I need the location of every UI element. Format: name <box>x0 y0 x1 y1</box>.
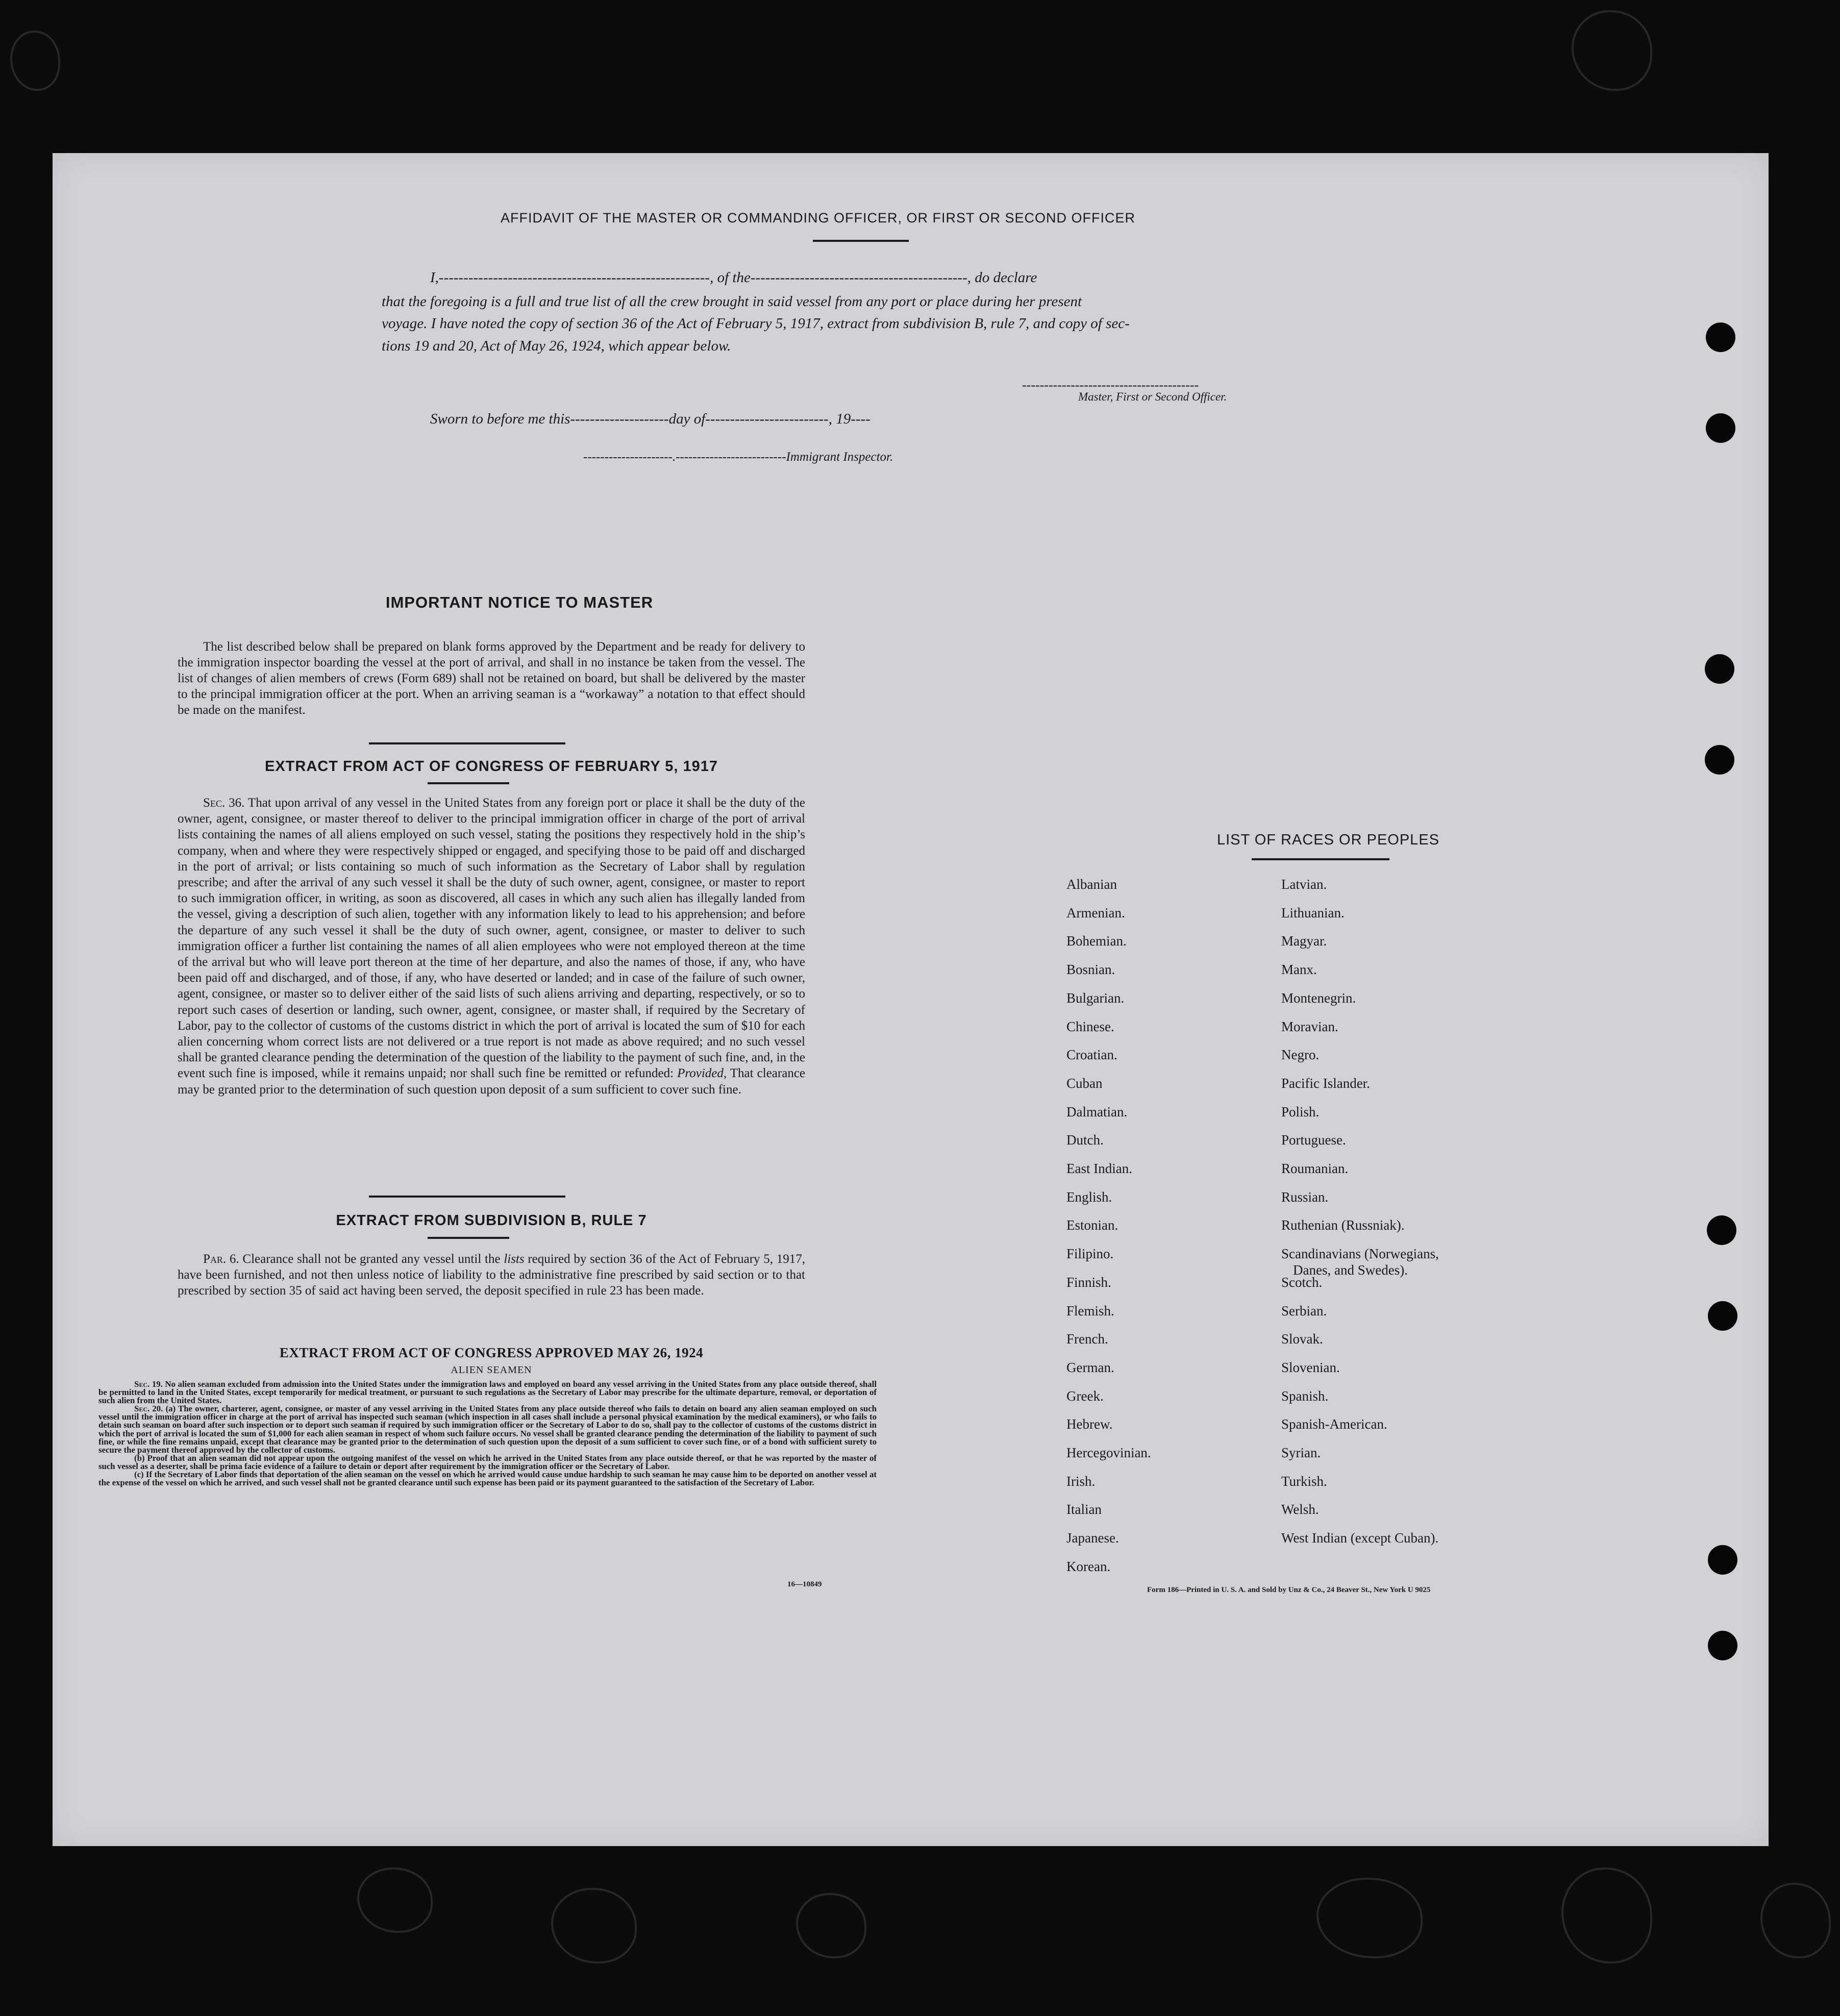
race-item-left: Dalmatian. <box>1066 1104 1128 1119</box>
race-item-right: Scotch. <box>1281 1274 1323 1290</box>
sec-36-text: That upon arrival of any vessel in the United States from any foreign port or place it shall be the duty of the owner, agent, consignee, or master thereof to deliver to the principal immigration officer in charge of the port of arrival lists containing the names of all aliens employed on such vessel, stating the positions they respectively hold in the ship’s company, when and where they were respectively shipped or engaged, and specifying those to be paid off and discharged in the port of arrival; or lists containing so much of such information as the Secretary of Labor shall by regulation prescribe; and after the arrival of any such vessel it shall be the duty of such owner, agent, consignee, or master to report to such immigration officer, in writing, as soon as discovered, all cases in which any such alien has illegally landed from the vessel, giving a description of such alien, together with any information likely to lead to his apprehension; and before the departure of any such vessel it shall be the duty of such owner, agent, consignee, or master to deliver to such immigration officer a further list containing the names of all alien employees who were not employed thereon at the time of the arrival but who will leave port thereon at the time of her departure, and also the names of those, if any, who have been paid off and discharged, and of those, if any, who have deserted or landed; and in case of the failure of such owner, agent, consignee, or master so to deliver either of the said lists of such aliens arriving and departing, respectively, or so to report such cases of desertion or landing, such owner, agent, consignee, or master shall, if required by the Secretary of Labor, pay to the collector of customs of the customs district in which the port of arrival is located the sum of $10 for each alien concerning whom correct lists are not delivered or a true report is not made as above required; and no such vessel shall be granted clearance pending the determination of the question of the liability to the payment of such fine, and, in the event such fine is imposed, while it remains unpaid; nor shall such fine be remitted or refunded: <box>178 796 805 1081</box>
race-item-right: West Indian (except Cuban). <box>1281 1530 1439 1546</box>
race-item-right: Serbian. <box>1281 1303 1327 1318</box>
race-item-left: Greek. <box>1066 1388 1104 1404</box>
affidavit-line-2: that the foregoing is a full and true list of all the crew brought in said vessel from any port or place during her present <box>382 293 1082 310</box>
inspector-label: Immigrant Inspector. <box>786 450 893 464</box>
rule-7-body <box>178 1251 805 1299</box>
document-sheet <box>53 153 1769 1846</box>
sec-19-paragraph <box>98 1380 877 1405</box>
scan-blemish <box>10 31 60 91</box>
extract-1917-body <box>178 795 805 1098</box>
lists-word: lists <box>504 1252 525 1266</box>
race-item-right: Welsh. <box>1281 1502 1319 1517</box>
race-item-left: Armenian. <box>1066 905 1125 920</box>
sworn-text: Sworn to before me this <box>430 411 570 427</box>
sec-20a-text: (a) The owner, charterer, agent, consignee, or master of any vessel arriving in the United States from any place outside thereof who fails to detain on board any alien seaman employed on such vessel until the immigration officer in charge at the port of arrival has inspected such seaman (which inspection in all cases shall include a personal physical examination by the medical examiners), or who fails to detain such seaman on board after such inspection or to deport such seaman if required by such immigration officer or the Secretary of Labor to do so, shall pay to the collector of customs of the customs district in which the port of arrival is located the sum of $1,000 for each alien seaman in respect of whom such failure occurs. No vessel shall be granted clearance pending the determination of the liability to payment of such fine, or while the fine remains unpaid, except that clearance may be granted prior to the determination of such question upon the deposit of a sum sufficient to cover such fine, or of a bond with sufficient surety to secure the payment thereof approved by the collector of customs. <box>98 1404 877 1455</box>
race-item-left: Flemish. <box>1066 1303 1114 1318</box>
affidavit-rule <box>813 240 909 242</box>
race-item-left: English. <box>1066 1189 1112 1205</box>
year-text: , 19 <box>828 411 851 427</box>
master-signature-label: Master, First or Second Officer. <box>1078 390 1227 403</box>
race-item-right: Slovenian. <box>1281 1359 1340 1375</box>
race-item-left: Italian <box>1066 1502 1102 1517</box>
sec-20a-paragraph <box>98 1405 877 1454</box>
affidavit-heading: AFFIDAVIT OF THE MASTER OR COMMANDING OFFICER, OR FIRST OR SECOND OFFICER <box>500 210 1136 226</box>
race-item-left: Bulgarian. <box>1066 990 1125 1006</box>
section-rule <box>369 742 565 744</box>
race-item-left: Hebrew. <box>1066 1416 1113 1432</box>
race-item-right: Turkish. <box>1281 1473 1327 1489</box>
race-item-right: Moravian. <box>1281 1018 1338 1034</box>
par-6-text: Clearance shall not be granted any vessel until the <box>242 1252 501 1266</box>
affidavit-of-the: , of the <box>710 269 751 286</box>
sec-19-text: No alien seaman excluded from admission into the United States under the immigration laws and employed on board any vessel arriving in the United States from any place outside thereof, shall be permitted to land in the United States, except temporarily for medical treatment, or pursuant to such regulations as the Secretary of Labor may prescribe for the ultimate departure, removal, or deportation of such alien from the United States. <box>98 1379 877 1406</box>
race-item-left: Irish. <box>1066 1473 1096 1489</box>
race-item-right: Polish. <box>1281 1104 1320 1119</box>
extract-1917-heading: EXTRACT FROM ACT OF CONGRESS OF FEBRUARY 5, 1917 <box>264 758 718 775</box>
race-item-right: Russian. <box>1281 1189 1329 1205</box>
notice-body: The list described below shall be prepared on blank forms approved by the Department and be ready for delivery to the immigration inspector boarding the vessel at the port of arrival, and shall in no instance be taken from the vessel. The list of changes of alien members of crews (Form 689) shall not be retained on board, but shall be delivered by the master to the principal immigration officer at the port. When an arriving seaman is a “workaway” a notation to that effect should be made on the manifest. <box>178 640 805 717</box>
race-item-left: German. <box>1066 1359 1114 1375</box>
sec-20b-paragraph: (b) Proof that an alien seaman did not appear upon the outgoing manifest of the vessel on which he arrived in the United States from any place outside thereof, or that he was reported by the master of such vessel as a deserter, shall be prima facie evidence of a failure to detain or deport after requirement by the immigration officer or the Secretary of Labor. <box>98 1453 877 1471</box>
extract-1924-heading: EXTRACT FROM ACT OF CONGRESS APPROVED MAY 26, 1924 <box>279 1345 704 1360</box>
race-item-left: Albanian <box>1066 877 1117 892</box>
race-item-right: Montenegrin. <box>1281 990 1356 1006</box>
race-item-left: Filipino. <box>1066 1246 1114 1262</box>
race-item-right: Syrian. <box>1281 1445 1321 1460</box>
punch-hole <box>1706 413 1735 443</box>
alien-seamen-subheading: ALIEN SEAMEN <box>451 1364 532 1376</box>
section-rule <box>428 1237 509 1239</box>
races-heading: LIST OF RACES OR PEOPLES <box>1216 832 1440 848</box>
blank-vessel: -------------------------------------------- <box>750 269 967 286</box>
par-6-label: Par. 6. <box>203 1252 239 1266</box>
blank-name: ------------------------------------------------------- <box>438 269 710 286</box>
section-rule <box>369 1196 565 1198</box>
race-item-right: Manx. <box>1281 962 1317 978</box>
blank-inspector: ---------------------.-------------------------- <box>583 450 786 464</box>
race-item-left: Estonian. <box>1066 1217 1118 1233</box>
races-rule <box>1252 858 1389 860</box>
race-item-right: Slovak. <box>1281 1331 1323 1347</box>
blank-day: -------------------- <box>570 411 669 427</box>
sec-20c-paragraph: (c) If the Secretary of Labor finds that deportation of the alien seaman on the vessel on which he arrived would cause undue hardship to such seaman he may cause him to be deported on another vessel at the expense of the vessel on which he arrived, and such vessel shall not be granted clearance until such expense has been paid or its payment guaranteed to the satisfaction of the Secretary of Labor. <box>98 1470 877 1488</box>
sworn-line <box>430 411 871 428</box>
race-item-right: Roumanian. <box>1281 1161 1349 1176</box>
race-item-left: Bohemian. <box>1066 933 1127 949</box>
race-item-left: Croatian. <box>1066 1047 1117 1063</box>
punch-hole <box>1708 1545 1737 1575</box>
form-code: 16—10849 <box>787 1580 822 1588</box>
affidavit-line-1 <box>430 269 1400 286</box>
day-of-text: day of <box>668 411 706 427</box>
race-item-right: Ruthenian (Russniak). <box>1281 1217 1405 1233</box>
master-signature-line: ---------------------------------------- <box>1022 378 1199 392</box>
scan-blemish <box>1760 1883 1831 1958</box>
race-item-right: Spanish-American. <box>1281 1416 1387 1432</box>
affidavit-line-3: voyage. I have noted the copy of section 36 of the Act of February 5, 1917, extract from subdivision B, rule 7, and copy of sec- <box>382 315 1130 332</box>
race-item-right: Scandinavians (Norwegians, <box>1281 1246 1439 1262</box>
race-item-right: Danes, and Swedes). <box>1293 1262 1408 1278</box>
blank-year: ---- <box>851 411 871 427</box>
race-item-left: Korean. <box>1066 1558 1111 1574</box>
punch-hole <box>1708 1301 1737 1331</box>
race-item-left: East Indian. <box>1066 1161 1132 1176</box>
extract-1924-body <box>98 1380 877 1487</box>
sec-36-label: Sec. 36. <box>203 796 245 810</box>
race-item-left: Dutch. <box>1066 1132 1104 1148</box>
blank-month: ------------------------- <box>705 411 829 427</box>
sec-36-proviso: That clearance may be granted prior to the determination of such question upon deposit of a sum sufficient to cover such fine. <box>178 1066 806 1097</box>
race-item-right: Lithuanian. <box>1281 905 1345 920</box>
race-item-right: Negro. <box>1281 1047 1320 1063</box>
race-item-right: Latvian. <box>1281 877 1327 892</box>
sec-20-label: Sec. 20. <box>134 1404 163 1414</box>
punch-hole <box>1707 1215 1736 1245</box>
sec-19-label: Sec. 19. <box>134 1379 163 1389</box>
race-item-left: French. <box>1066 1331 1108 1347</box>
notice-heading: IMPORTANT NOTICE TO MASTER <box>385 593 654 611</box>
race-item-right: Spanish. <box>1281 1388 1329 1404</box>
race-item-right: Portuguese. <box>1281 1132 1346 1148</box>
race-item-left: Cuban <box>1066 1075 1103 1091</box>
inspector-line <box>583 450 893 464</box>
scan-blemish <box>1316 1878 1423 1958</box>
punch-hole <box>1705 654 1734 684</box>
par-6-text-cont: required by section 36 of the Act of February 5, 1917, have been furnished, and not then unless notice of liability to the administrative fine prescribed by said section or to that prescribed by section 35 of said act having been served, the deposit specified in rule 23 has been made. <box>178 1252 806 1298</box>
affidavit-declare: , do declare <box>967 269 1037 286</box>
race-item-left: Bosnian. <box>1066 962 1115 978</box>
affidavit-line-4: tions 19 and 20, Act of May 26, 1924, which appear below. <box>382 338 731 354</box>
scan-blemish <box>357 1868 433 1933</box>
race-item-left: Hercegovinian. <box>1066 1445 1151 1460</box>
rule-7-heading: EXTRACT FROM SUBDIVISION B, RULE 7 <box>336 1212 647 1229</box>
provided-word: Provided, <box>677 1066 727 1081</box>
scan-blemish <box>551 1888 637 1963</box>
punch-hole <box>1706 322 1735 352</box>
race-item-left: Japanese. <box>1066 1530 1119 1546</box>
punch-hole <box>1705 745 1734 775</box>
scan-blemish <box>1561 1868 1652 1963</box>
race-item-right: Magyar. <box>1281 933 1327 949</box>
race-item-left: Finnish. <box>1066 1274 1111 1290</box>
scan-blemish <box>1572 10 1652 91</box>
printer-line: Form 186—Printed in U. S. A. and Sold by Unz & Co., 24 Beaver St., New York U 9025 <box>1147 1586 1431 1594</box>
race-item-right: Pacific Islander. <box>1281 1075 1370 1091</box>
race-item-left: Chinese. <box>1066 1018 1114 1034</box>
section-rule <box>428 782 509 784</box>
punch-hole <box>1708 1631 1737 1660</box>
scan-blemish <box>796 1893 866 1958</box>
affidavit-i: I, <box>430 269 439 286</box>
